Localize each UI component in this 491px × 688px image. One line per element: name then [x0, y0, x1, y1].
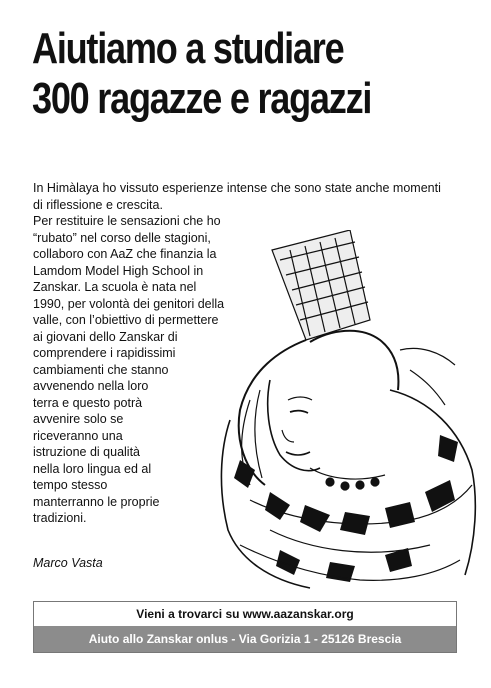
body-line: manterranno le proprie [33, 494, 160, 509]
body-line: nella loro lingua ed al [33, 461, 152, 476]
headline [32, 24, 393, 124]
headline-line-2: 300 ragazze e ragazzi [32, 74, 372, 123]
body-line: “rubato” nel corso delle stagioni, [33, 230, 211, 245]
body-line: terra e questo potrà [33, 395, 143, 410]
body-line: cambiamenti che stanno [33, 362, 169, 377]
footer-box [33, 601, 457, 653]
body-line: Per restituire le sensazioni che ho [33, 214, 221, 228]
body-line: Lamdom Model High School in [33, 263, 204, 278]
body-line: 1990, per volontà dei genitori della [33, 296, 225, 311]
body-line: tradizioni. [33, 511, 87, 525]
body-line: avvenire solo se [33, 412, 124, 426]
body-line: comprendere i rapidissimi [33, 346, 176, 360]
body-line: ai giovani dello Zanskar di [33, 329, 178, 344]
address-band: Aiuto allo Zanskar onlus - Via Gorizia 1 - 25126 Brescia [34, 626, 456, 652]
author-signature: Marco Vasta [33, 556, 103, 570]
body-line: collaboro con AaZ che finanzia la [33, 247, 217, 261]
body-line: tempo stesso [33, 478, 108, 492]
intro-paragraph: In Himàlaya ho vissuto esperienze intense che sono state anche momenti di riflessione e crescita. [33, 181, 441, 212]
article-body [33, 213, 271, 527]
body-line: Zanskar. La scuola è nata nel [33, 280, 197, 294]
body-line: riceveranno una [33, 428, 123, 443]
website-link[interactable]: Vieni a trovarci su www.aazanskar.org [34, 602, 456, 627]
body-line: istruzione di qualità [33, 445, 141, 459]
body-line: valle, con l’obiettivo di permettere [33, 313, 219, 327]
body-line: avvenendo nella loro [33, 379, 149, 393]
headline-line-1: Aiutiamo a studiare [32, 24, 344, 73]
